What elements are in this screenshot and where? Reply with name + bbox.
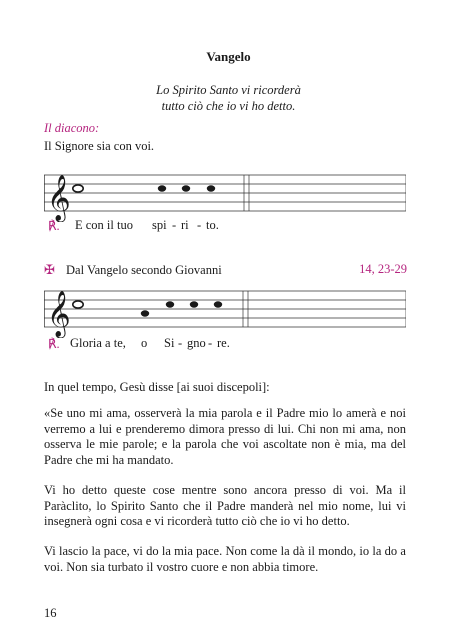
lyric-syllable: gno — [187, 336, 206, 350]
chant-lyrics-2 — [0, 336, 457, 352]
section-title: Vangelo — [206, 49, 251, 64]
subtitle-line-1: Lo Spirito Santo vi ricorderà — [156, 83, 301, 97]
gospel-source: Dal Vangelo secondo Giovanni — [66, 263, 222, 277]
lyric-syllable: o — [141, 336, 148, 350]
reading-paragraph-3: Vi lascio la pace, vi do la mia pace. Non come la dà il mondo, io la do a voi. Non sia turbato il vostro cuore e non abbia timore. — [44, 544, 406, 574]
deacon-greeting: Il Signore sia con voi. — [44, 139, 155, 153]
lyric-syllable: Si — [164, 336, 175, 350]
lyric-syllable: re. — [217, 336, 230, 350]
treble-clef-icon: 𝄞 — [47, 291, 71, 337]
chant-staff-1 — [44, 168, 406, 222]
response-symbol: ℟. — [48, 337, 60, 351]
note-4 — [214, 301, 222, 307]
note-1 — [141, 310, 149, 316]
subtitle-line-2: tutto ciò che io vi ho detto. — [161, 99, 296, 113]
treble-clef-icon: 𝄞 — [47, 175, 71, 221]
lyric-hyphen: - — [172, 218, 177, 232]
cross-icon: ✠ — [44, 262, 55, 277]
note-3 — [207, 185, 215, 191]
note-3 — [190, 301, 198, 307]
note-2 — [166, 301, 174, 307]
reading-paragraph-1: «Se uno mi ama, osserverà la mia parola e il Padre mio lo amerà e noi verremo a lui e prenderemo dimora presso di lui. Chi non mi ama, non osserva le mie parole; e la parola che voi ascoltate non è mia, ma del Padre che mi ha mandato. — [44, 406, 406, 467]
section-subtitle — [0, 82, 457, 114]
lyric-hyphen: - — [208, 336, 213, 350]
lyric-syllable: Gloria a te, — [70, 336, 126, 350]
lyric-syllable: spi — [152, 218, 167, 232]
whole-note-1 — [73, 301, 83, 308]
gospel-reference: 14, 23-29 — [359, 262, 407, 276]
note-1 — [158, 185, 166, 191]
chant-lyrics-1 — [0, 218, 457, 234]
lyric-hyphen: - — [197, 218, 202, 232]
note-2 — [182, 185, 190, 191]
whole-note-1 — [73, 185, 83, 192]
lyric-syllable: ri — [181, 218, 189, 232]
deacon-label: Il diacono: — [44, 121, 100, 135]
reading-intro: In quel tempo, Gesù disse [ai suoi discepoli]: — [44, 380, 270, 394]
reading-paragraph-2: Vi ho detto queste cose mentre sono ancora presso di voi. Ma il Paràclito, lo Spirito Santo che il Padre manderà nel mio nome, lui vi insegnerà ogni cosa e vi ricorderà tutto ciò che io vi ho detto. — [44, 483, 406, 528]
response-symbol: ℟. — [48, 219, 60, 233]
page-number: 16 — [44, 606, 57, 620]
lyric-syllable: to. — [206, 218, 219, 232]
chant-staff-2 — [44, 284, 406, 338]
lyric-hyphen: - — [178, 336, 183, 350]
gospel-announcement — [44, 262, 222, 278]
lyric-syllable: E con il tuo — [75, 218, 133, 232]
